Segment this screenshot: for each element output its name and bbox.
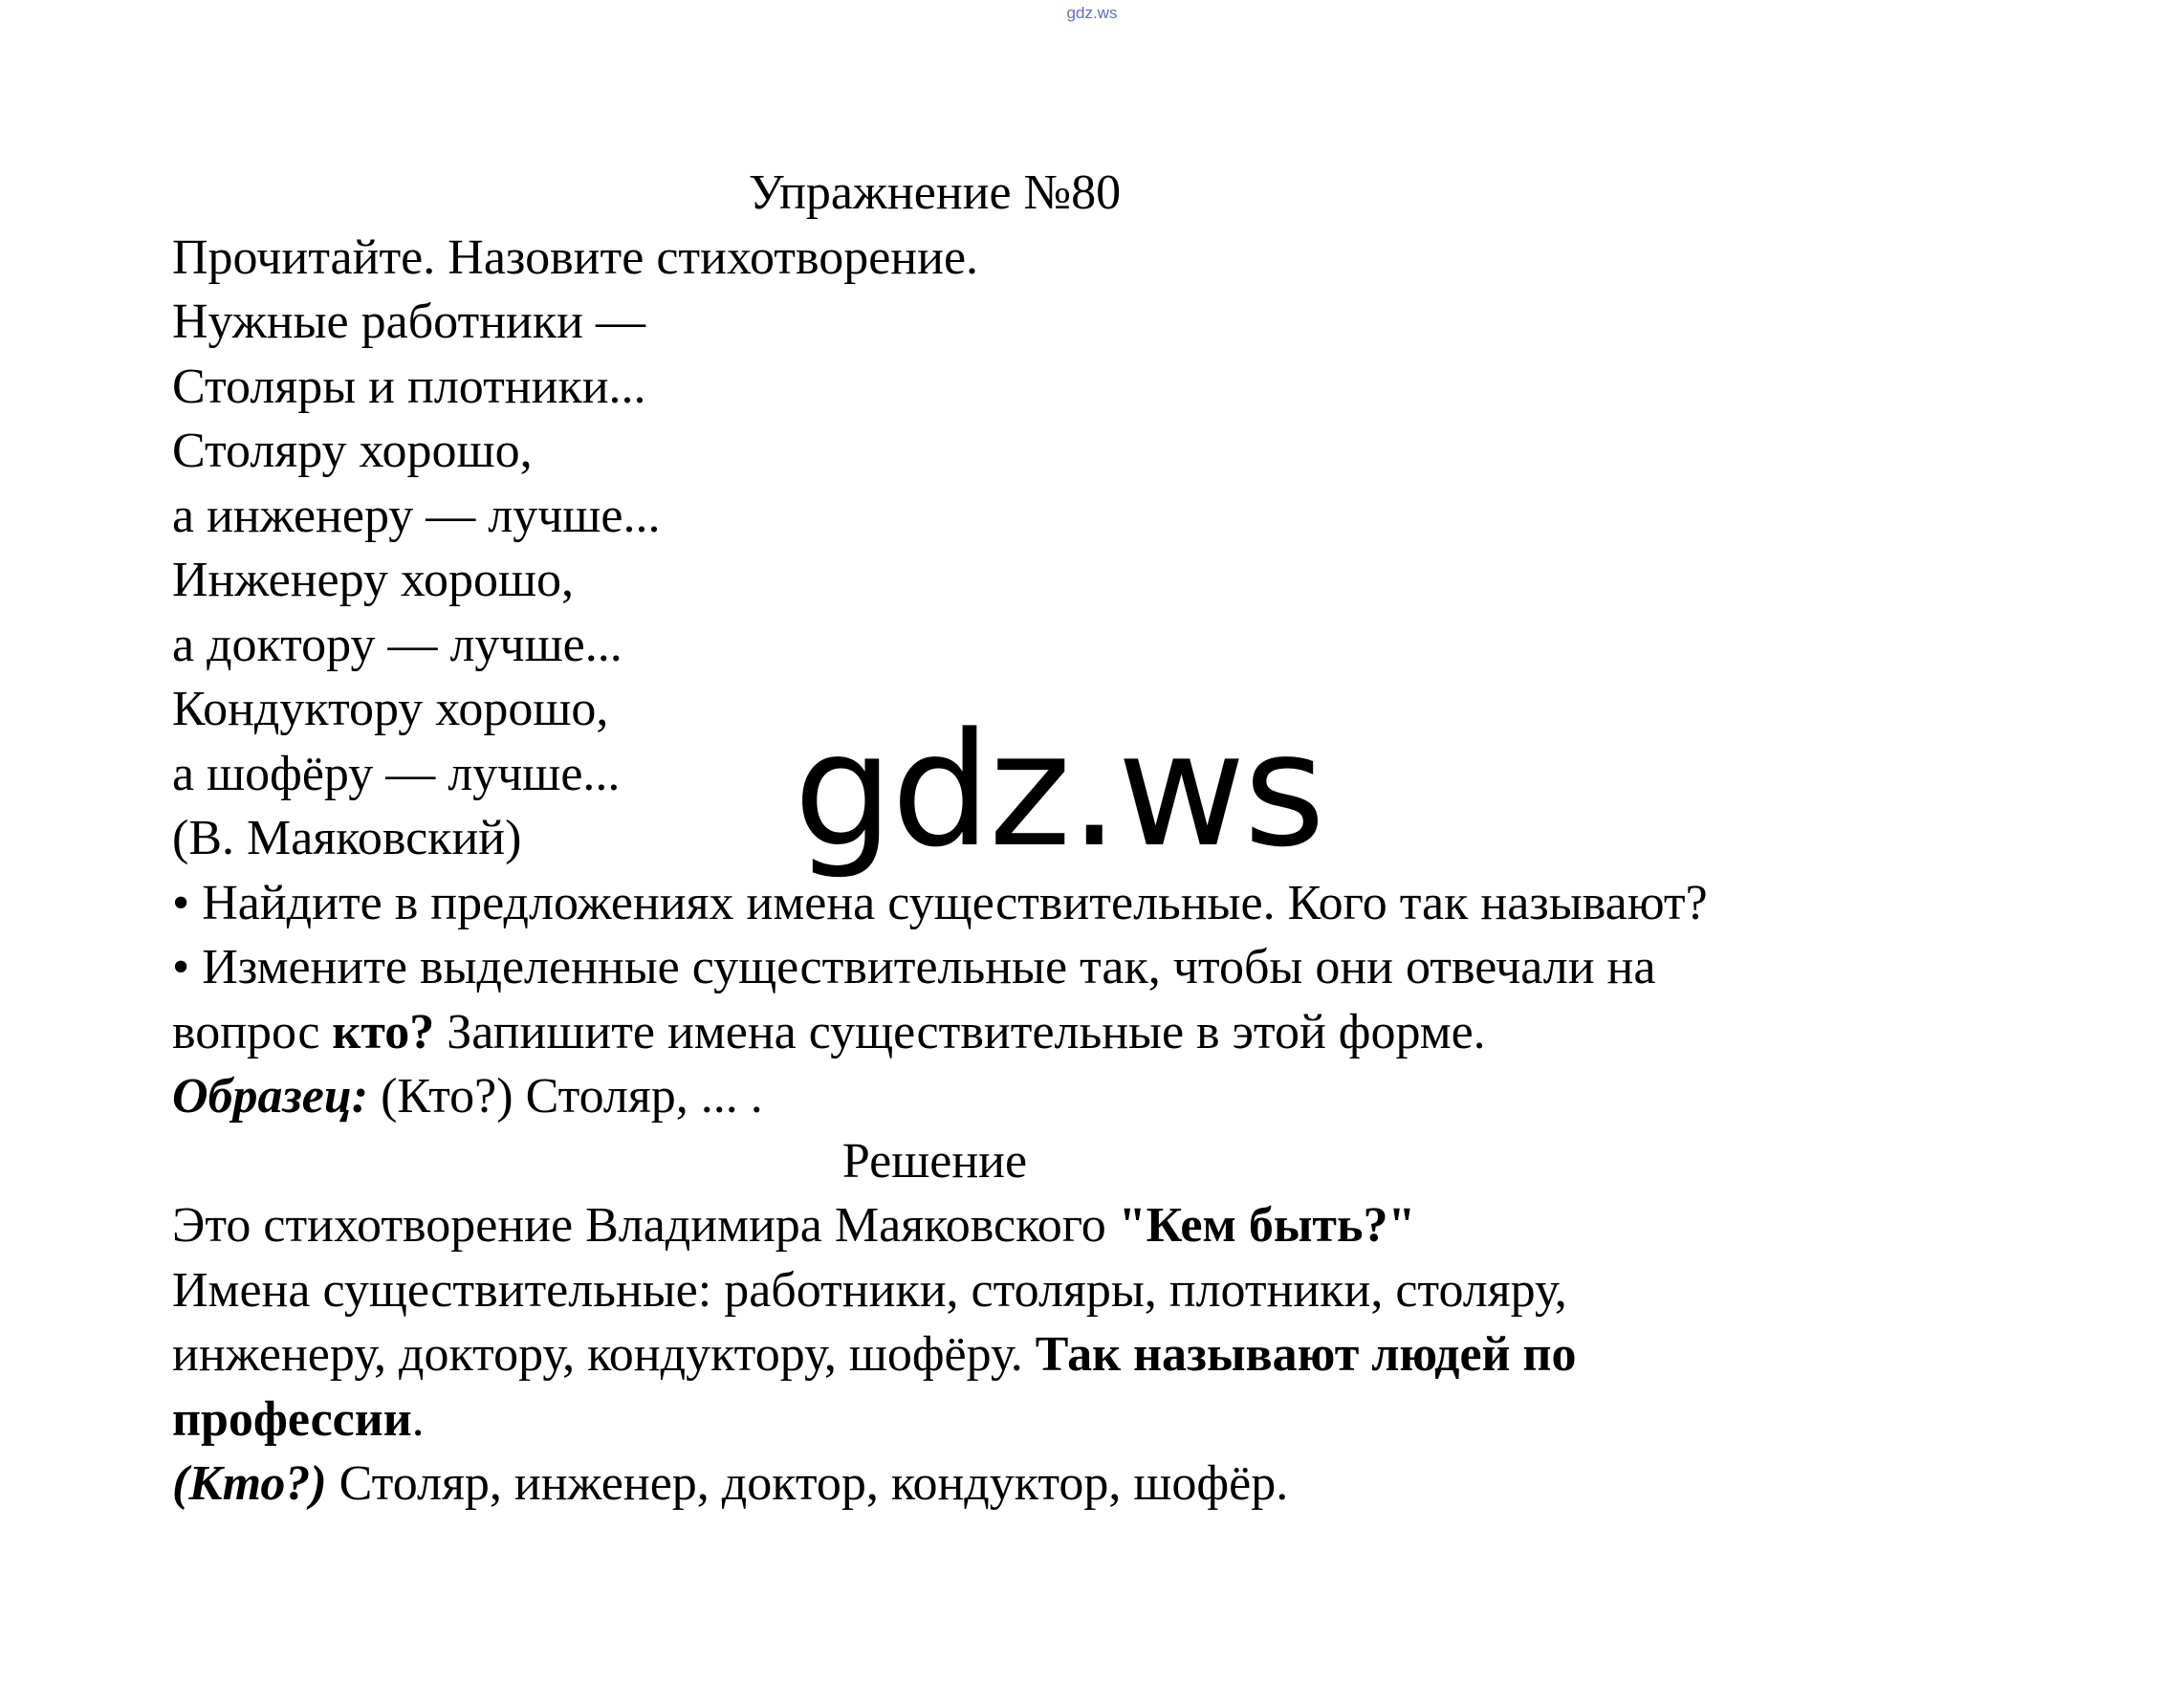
sample-label: Образец: xyxy=(172,1069,369,1124)
solution-line-1-text: Это стихотворение Владимира Маяковского xyxy=(172,1198,1119,1253)
solution-line-3-text: инженеру, доктору, кондуктору, шофёру. xyxy=(172,1327,1036,1382)
solution-line-4-text: . xyxy=(411,1391,425,1447)
watermark-logo: gdz.ws xyxy=(794,699,1323,882)
solution-line-5 xyxy=(172,1452,1989,1517)
task-bullet-2-continued xyxy=(172,1000,1989,1065)
exercise-title-text: Упражнение №80 xyxy=(748,165,1122,220)
poem-line: а шофёру — лучше... xyxy=(172,746,621,801)
poem-line: Столяры и плотники... xyxy=(172,359,646,414)
poem-title: "Кем быть?" xyxy=(1118,1198,1416,1253)
poem-author: (В. Маяковский) xyxy=(172,811,522,865)
poem-line: Столяру хорошо, xyxy=(172,424,533,478)
solution-heading-text: Решение xyxy=(841,1133,1028,1189)
exercise-title xyxy=(172,161,1989,226)
sample-line xyxy=(172,1064,1989,1129)
solution-line-3-bold: Так называют людей по xyxy=(1035,1327,1577,1382)
poem-line: а инженеру — лучше... xyxy=(172,488,661,543)
site-mark: gdz.ws xyxy=(1066,4,1118,22)
bullet2-question-word: кто? xyxy=(332,1004,435,1059)
solution-line-4-bold: профессии xyxy=(172,1391,412,1447)
poem-line: Инженеру хорошо, xyxy=(172,553,574,607)
poem-line: Нужные работники — xyxy=(172,295,645,349)
task-intro: Прочитайте. Назовите стихотворение. xyxy=(172,229,979,285)
poem-line: Кондуктору хорошо, xyxy=(172,682,609,736)
sample-text: (Кто?) Столяр, ... . xyxy=(368,1069,763,1124)
task-bullet-2: • Измените выделенные существительные так, чтобы они отвечали на xyxy=(172,940,1656,994)
bullet2-pre-text: вопрос xyxy=(172,1004,333,1059)
answer-label: (Кто?) xyxy=(172,1456,327,1511)
bullet2-post-text: Запишите имена существительные в этой форме. xyxy=(434,1004,1486,1059)
task-bullet-1: • Найдите в предложениях имена существительные. Кого так называют? xyxy=(172,875,1708,930)
solution-line-1 xyxy=(172,1193,1989,1258)
answer-text: Столяр, инженер, доктор, кондуктор, шофёр. xyxy=(326,1456,1289,1511)
poem-line: а доктору — лучше... xyxy=(172,617,622,672)
solution-line-4 xyxy=(172,1387,1989,1452)
solution-line-3 xyxy=(172,1322,1989,1387)
solution-heading xyxy=(172,1129,1989,1194)
solution-line-2: Имена существительные: работники, столяры, плотники, столяру, xyxy=(172,1262,1567,1318)
